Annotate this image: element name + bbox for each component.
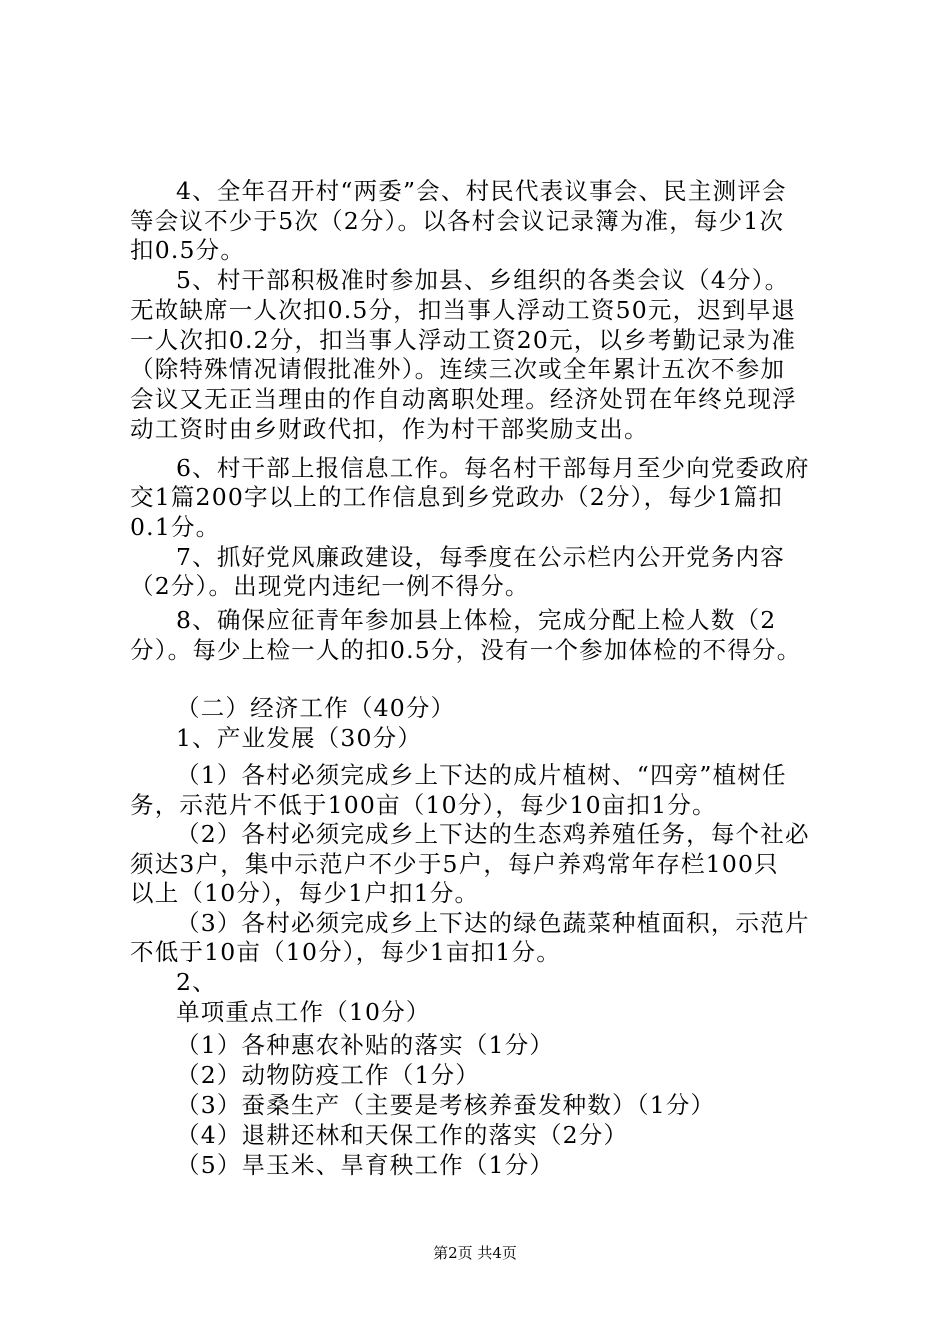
list-item: （5）旱玉米、旱育秧工作（1分）: [176, 1151, 555, 1179]
page-footer: 第2页 共4页: [433, 1244, 517, 1262]
text-line: 7、抓好党风廉政建设，每季度在公示栏内公开党务内容: [176, 543, 785, 571]
subsection-number: 2、: [176, 968, 217, 996]
text-line: 6、村干部上报信息工作。每名村干部每月至少向党委政府: [176, 454, 810, 482]
text-line: （除特殊情况请假批准外）。连续三次或全年累计五次不参加: [130, 355, 786, 383]
text-line: 交1篇200字以上的工作信息到乡党政办（2分），每少1篇扣: [130, 483, 784, 511]
text-line: 等会议不少于5次（2分）。以各村会议记录簿为准，每少1次: [130, 207, 785, 235]
section-heading: （二）经济工作（40分）: [176, 694, 456, 722]
text-line: 须达3户，集中示范户不少于5户，每户养鸡常年存栏100只: [130, 850, 779, 878]
text-line: 会议又无正当理由的作自动离职处理。经济处罚在年终兑现浮: [130, 385, 797, 413]
text-line: 扣0.5分。: [130, 236, 246, 264]
text-line: （2）各村必须完成乡上下达的生态鸡养殖任务，每个社必: [176, 820, 810, 848]
text-line: 4、全年召开村“两委”会、村民代表议事会、民主测评会: [176, 177, 787, 205]
list-item: （2）动物防疫工作（1分）: [176, 1061, 481, 1089]
text-line: 动工资时由乡财政代扣，作为村干部奖励支出。: [130, 415, 649, 443]
text-line: 分）。每少上检一人的扣0.5分，没有一个参加体检的不得分。: [130, 636, 802, 664]
subsection-heading: 单项重点工作（10分）: [176, 998, 431, 1026]
text-line: （2分）。出现党内违纪一例不得分。: [130, 572, 530, 600]
text-line: 以上（10分），每少1户扣1分。: [130, 879, 480, 907]
text-line: （1）各村必须完成乡上下达的成片植树、“四旁”植树任: [176, 761, 787, 789]
text-line: 一人次扣0.2分，扣当事人浮动工资20元，以乡考勤记录为准: [130, 326, 797, 354]
list-item: （3）蚕桑生产（主要是考核养蚕发种数）（1分）: [176, 1091, 716, 1119]
text-line: 不低于10亩（10分），每少1亩扣1分。: [130, 938, 561, 966]
text-line: （3）各村必须完成乡上下达的绿色蔬菜种植面积，示范片: [176, 909, 810, 937]
text-line: 5、村干部积极准时参加县、乡组织的各类会议（4分）。: [176, 266, 790, 294]
text-line: 无故缺席一人次扣0.5分，扣当事人浮动工资50元，迟到早退: [130, 296, 797, 324]
text-line: 0.1分。: [130, 513, 221, 541]
list-item: （1）各种惠农补贴的落实（1分）: [176, 1031, 555, 1059]
subsection-heading: 1、产业发展（30分）: [176, 724, 423, 752]
list-item: （4）退耕还林和天保工作的落实（2分）: [176, 1121, 629, 1149]
text-line: 8、确保应征青年参加县上体检，完成分配上检人数（2: [176, 606, 777, 634]
text-line: 务，示范片不低于100亩（10分），每少10亩扣1分。: [130, 791, 717, 819]
